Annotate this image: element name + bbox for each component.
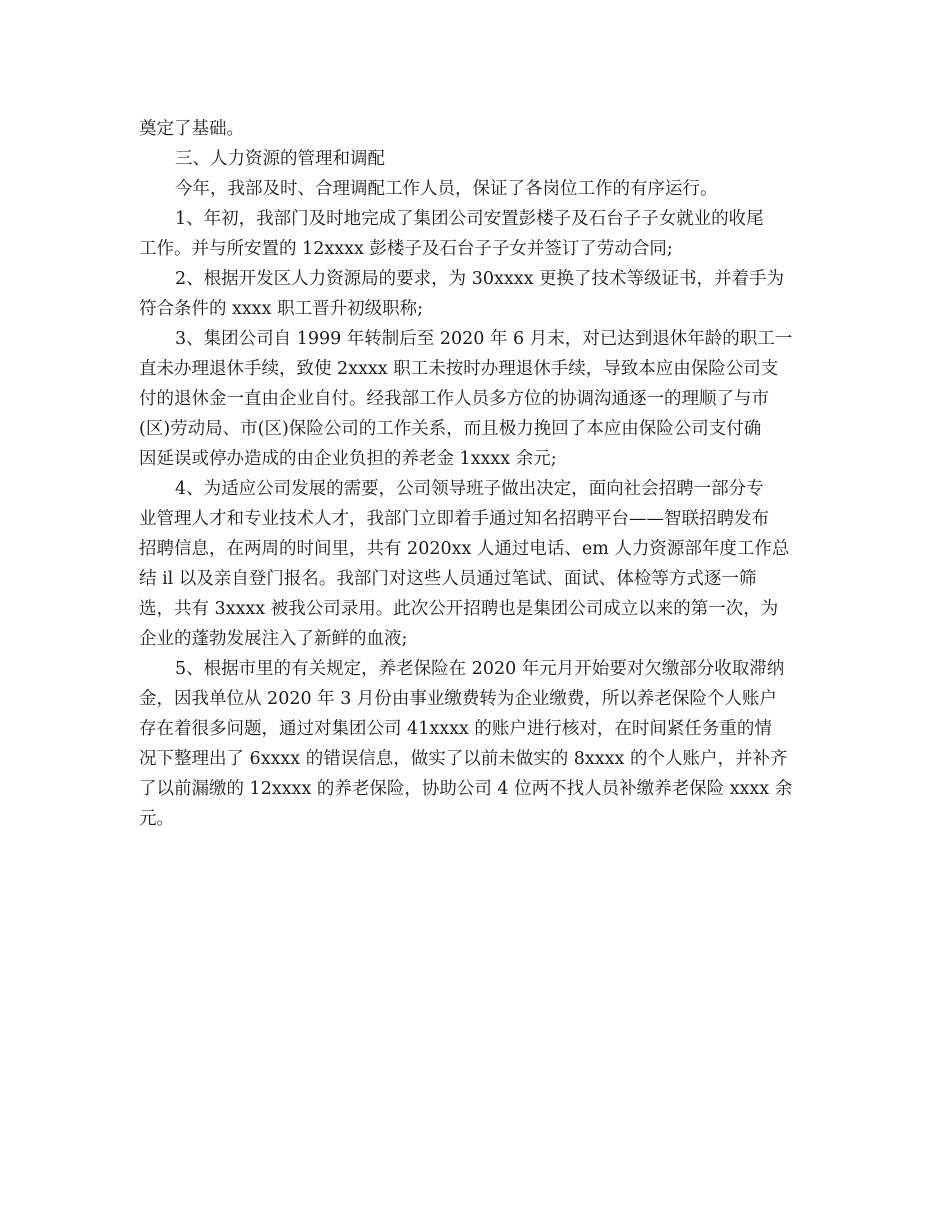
text-line: (区)劳动局、市(区)保险公司的工作关系，而且极力挽回了本应由保险公司支付确 [139, 419, 762, 439]
text-line: 业管理人才和专业技术人才，我部门立即着手通过知名招聘平台——智联招聘发布 [139, 509, 769, 529]
text-line: 存在着很多问题，通过对集团公司 41xxxx 的账户进行核对，在时间紧任务重的情 [139, 719, 772, 739]
text-line: 直未办理退休手续，致使 2xxxx 职工未按时办理退休手续，导致本应由保险公司支 [139, 359, 779, 379]
text-line: 因延误或停办造成的由企业负担的养老金 1xxxx 余元; [139, 449, 557, 469]
text-line: 3、集团公司自 1999 年转制后至 2020 年 6 月末，对已达到退休年龄的职工一 [175, 329, 793, 349]
text-line: 今年，我部及时、合理调配工作人员，保证了各岗位工作的有序运行。 [175, 179, 718, 199]
text-line: 选，共有 3xxxx 被我公司录用。此次公开招聘也是集团公司成立以来的第一次，为 [139, 599, 779, 619]
text-line: 5、根据市里的有关规定，养老保险在 2020 年元月开始要对欠缴部分收取滞纳 [175, 659, 785, 679]
text-line: 企业的蓬勃发展注入了新鲜的血液; [139, 629, 408, 649]
text-line: 了以前漏缴的 12xxxx 的养老保险，协助公司 4 位两不找人员补缴养老保险 xxxx 余 [139, 779, 793, 799]
text-line: 结 il 以及亲自登门报名。我部门对这些人员通过笔试、面试、体检等方式逐一筛 [139, 569, 757, 589]
text-line: 招聘信息，在两周的时间里，共有 2020xx 人通过电话、em 人力资源部年度工作总 [139, 539, 790, 559]
text-line: 4、为适应公司发展的需要，公司领导班子做出决定，面向社会招聘一部分专 [175, 479, 764, 499]
text-line: 付的退休金一直由企业自付。经我部工作人员多方位的协调沟通逐一的理顺了与市 [139, 389, 769, 409]
document-body [139, 114, 814, 834]
text-line: 符合条件的 xxxx 职工晋升初级职称; [139, 299, 423, 319]
text-line: 金，因我单位从 2020 年 3 月份由事业缴费转为企业缴费，所以养老保险个人账户 [139, 689, 777, 709]
text-line: 元。 [139, 809, 174, 829]
section-heading: 三、人力资源的管理和调配 [175, 149, 385, 169]
text-line: 1、年初，我部门及时地完成了集团公司安置彭楼子及石台子子女就业的收尾 [175, 209, 764, 229]
text-line: 工作。并与所安置的 12xxxx 彭楼子及石台子子女并签订了劳动合同; [139, 239, 673, 259]
text-line: 奠定了基础。 [139, 119, 244, 139]
text-line: 况下整理出了 6xxxx 的错误信息，做实了以前未做实的 8xxxx 的个人账户，并补齐 [139, 749, 788, 769]
text-line: 2、根据开发区人力资源局的要求，为 30xxxx 更换了技术等级证书，并着手为 [175, 269, 785, 289]
